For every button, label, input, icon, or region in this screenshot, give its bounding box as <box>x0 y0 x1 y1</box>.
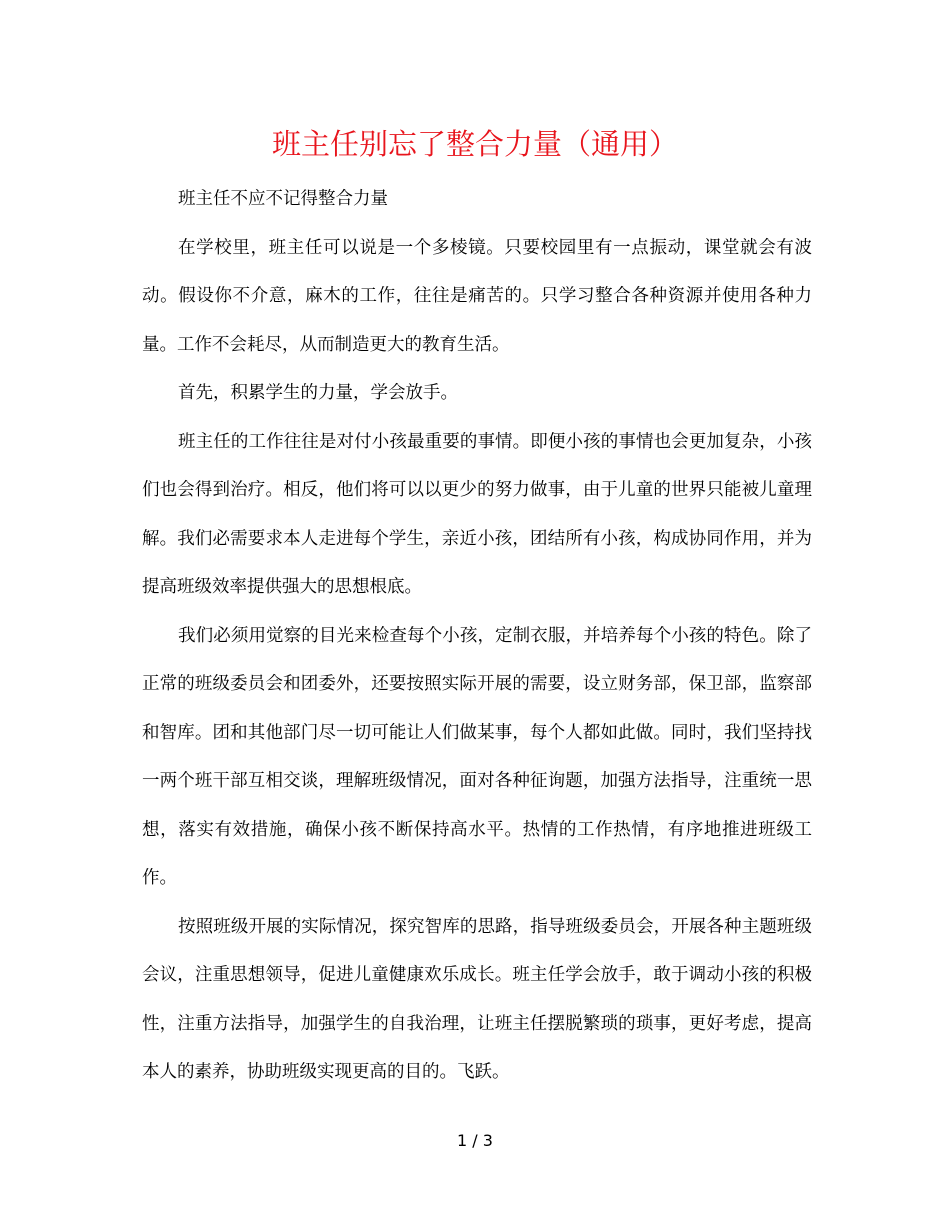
paragraph-class-committee: 我们必须用觉察的目光来检查每个小孩，定制衣服，并培养每个小孩的特色。除了正常的班级委员会和团委外，还要按照实际开展的需要，设立财务部，保卫部，监察部和智库。团和其他部门尽一切可能让人们做某事，每个人都如此做。同时，我们坚持找一两个班干部互相交谈，理解班级情况，面对各种征询题，加强方法指导，注重统一思想，落实有效措施，确保小孩不断保持高水平。热情的工作热情，有序地推进班级工作。 <box>142 625 812 888</box>
paragraph-student-power: 班主任的工作往往是对付小孩最重要的事情。即便小孩的事情也会更加复杂，小孩们也会得到治疗。相反，他们将可以以更少的努力做事，由于儿童的世界只能被儿童理解。我们必需要求本人走进每个学生，亲近小孩，团结所有小孩，构成协同作用，并为提高班级效率提供强大的思想根底。 <box>142 431 812 597</box>
document-body <box>142 175 812 1097</box>
paragraph-first-point: 首先，积累学生的力量，学会放手。 <box>178 383 458 403</box>
page-number: 1 / 3 <box>457 1131 493 1150</box>
paragraph-think-tank: 按照班级开展的实际情况，探究智库的思路，指导班级委员会，开展各种主题班级会议，注重思想领导，促进儿童健康欢乐成长。班主任学会放手，敢于调动小孩的积极性，注重方法指导，加强学生的自我治理，让班主任摆脱繁琐的琐事，更好考虑，提高本人的素养，协助班级实现更高的目的。飞跃。 <box>142 916 812 1082</box>
paragraph-subtitle: 班主任不应不记得整合力量 <box>178 189 388 209</box>
document-title: 班主任别忘了整合力量（通用） <box>271 127 678 161</box>
paragraph-intro: 在学校里，班主任可以说是一个多棱镜。只要校园里有一点振动，课堂就会有波动。假设你不介意，麻木的工作，往往是痛苦的。只学习整合各种资源并使用各种力量。工作不会耗尽，从而制造更大的教育生活。 <box>142 237 812 355</box>
